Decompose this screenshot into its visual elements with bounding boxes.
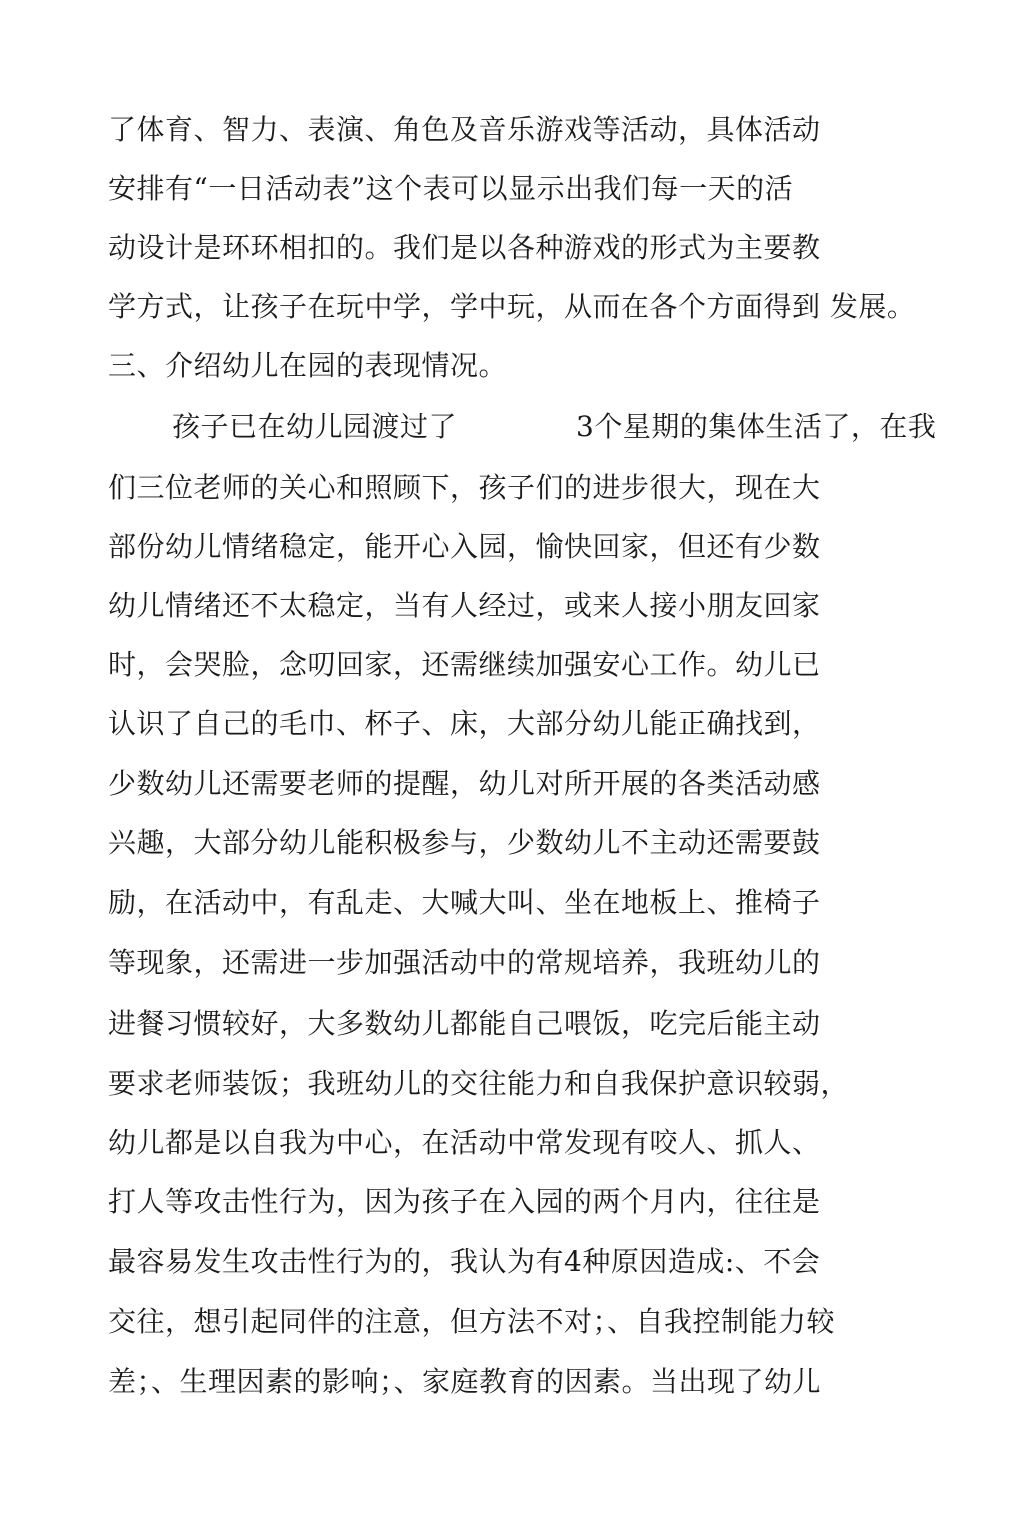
text-line: 学方式，让孩子在玩中学，学中玩，从而在各个方面得到 发展。 (108, 290, 916, 323)
text-line: 幼儿情绪还不太稳定，当有人经过，或来人接小朋友回家 (108, 589, 821, 622)
text-line: 幼儿都是以自我为中心，在活动中常发现有咬人、抓人、 (108, 1126, 821, 1159)
text-line: 兴趣，大部分幼儿能积极参与，少数幼儿不主动还需要鼓 (108, 826, 821, 859)
text-line: 认识了自己的毛巾、杯子、床，大部分幼儿能正确找到， (108, 707, 821, 740)
text-line: 交往，想引起同伴的注意，但方法不对；、自我控制能力较 (108, 1305, 836, 1338)
section-heading: 三、介绍幼儿在园的表现情况。 (108, 349, 508, 382)
text-line: 时，会哭脸，念叨回家，还需继续加强安心工作。幼儿已 (108, 648, 821, 681)
text-line: 安排有“一日活动表”这个表可以显示出我们每一天的活 (108, 172, 794, 205)
text-line: 进餐习惯较好，大多数幼儿都能自己喂饭，吃完后能主动 (108, 1007, 821, 1040)
text-line: 少数幼儿还需要老师的提醒，幼儿对所开展的各类活动感 (108, 767, 821, 800)
text-line: 最容易发生攻击性行为的，我认为有4种原因造成:、不会 (108, 1245, 821, 1278)
text-line: 励，在活动中，有乱走、大喊大叫、坐在地板上、推椅子 (108, 886, 821, 919)
text-line: 了体育、智力、表演、角色及音乐游戏等活动，具体活动 (108, 113, 821, 146)
text-line: 们三位老师的关心和照顾下，孩子们的进步很大，现在大 (108, 471, 821, 504)
text-line: 差；、生理因素的影响；、家庭教育的因素。当出现了幼儿 (108, 1365, 822, 1398)
text-line: 孩子已在幼儿园渡过了 (172, 410, 458, 443)
text-line: 等现象，还需进一步加强活动中的常规培养，我班幼儿的 (108, 946, 821, 979)
text-line: 打人等攻击性行为，因为孩子在入园的两个月内，往往是 (108, 1185, 821, 1218)
text-line: 要求老师装饭；我班幼儿的交往能力和自我保护意识较弱， (108, 1067, 850, 1100)
text-line: 动设计是环环相扣的。我们是以各种游戏的形式为主要教 (108, 231, 821, 264)
text-line: 3个星期的集体生活了，在我 (576, 410, 937, 443)
text-line: 部份幼儿情绪稳定，能开心入园，愉快回家，但还有少数 (108, 530, 821, 563)
